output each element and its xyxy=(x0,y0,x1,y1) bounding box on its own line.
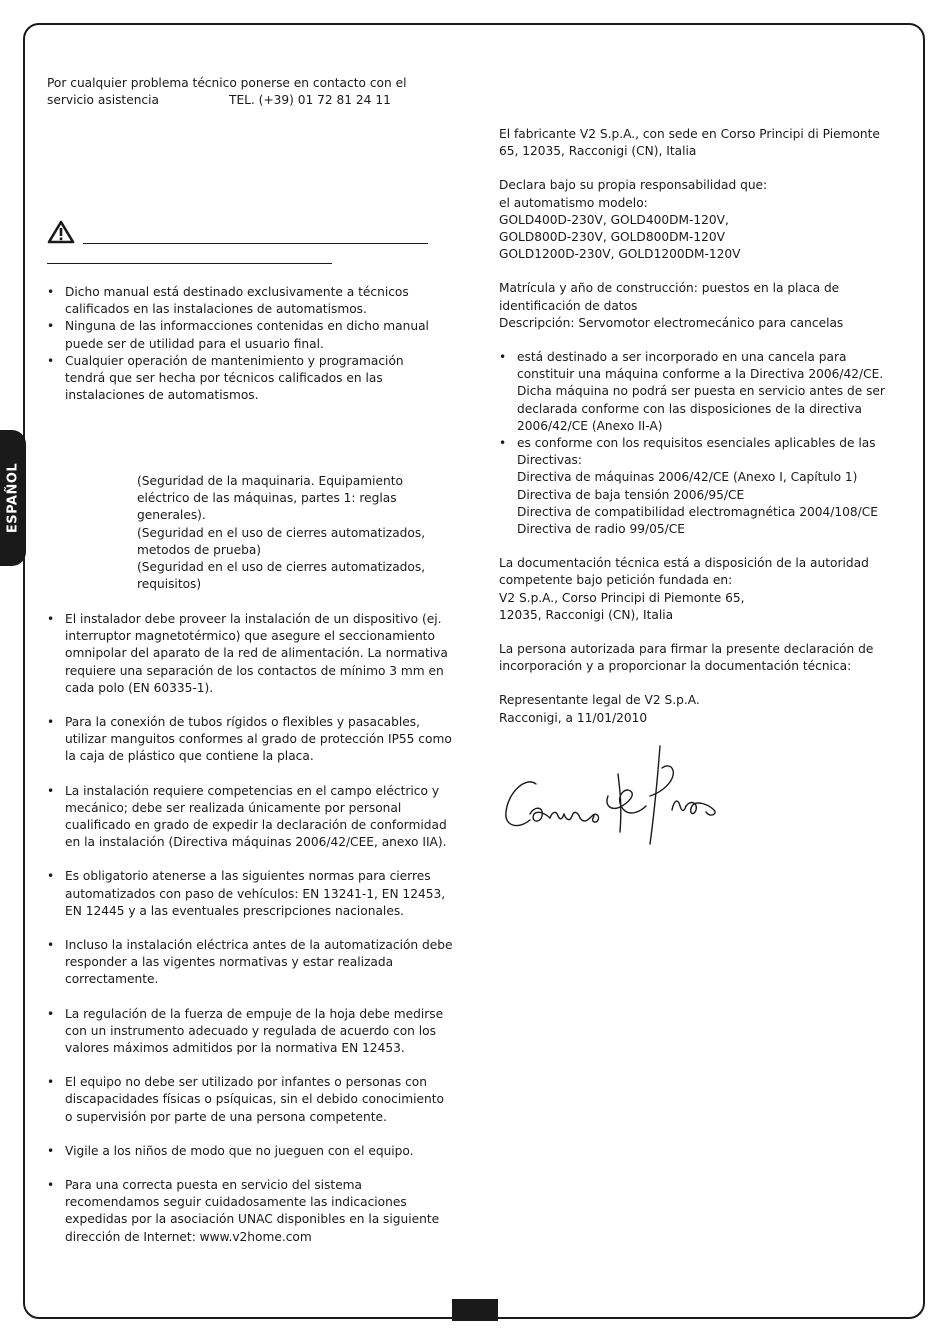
list-item: • Dicho manual está destinado exclusivamente a técnicos calificados en las instalaciones de automatismos. xyxy=(47,284,442,318)
place-date: Racconigi, a 11/01/2010 xyxy=(499,710,648,725)
matricula-text: Matrícula y año de construcción: puestos en la placa de identificación de datos xyxy=(499,281,840,313)
contact-phone: TEL. (+39) 01 72 81 24 11 xyxy=(229,93,391,108)
documentation-text: La documentación técnica está a disposición de la autoridad competente bajo petición fundada en: xyxy=(499,556,869,588)
list-item: • La instalación requiere competencias en el campo eléctrico y mecánico; debe ser realizada únicamente por personal cualificado en grado de expedir la declaración de conformidad en la instalación (Directiva máquinas 2006/42/CEE, anexo IIA). xyxy=(47,783,455,852)
left-column xyxy=(47,75,457,109)
model-line: GOLD1200D-230V, GOLD1200DM-120V xyxy=(499,247,741,262)
language-tab-label: ESPAÑOL xyxy=(5,462,21,534)
heading-rule-2 xyxy=(47,263,332,264)
list-item: • Para una correcta puesta en servicio del sistema recomendamos seguir cuidadosamente las indicaciones expedidas por la asociación UNAC disponibles en la siguiente dirección de Internet: www.v2home.com xyxy=(47,1177,455,1246)
declaration-column xyxy=(499,126,899,727)
page-number-box xyxy=(452,1299,498,1321)
standard-item: (Seguridad en el uso de cierres automatizados, metodos de prueba) xyxy=(137,525,426,557)
list-item: • Cualquier operación de mantenimiento y programación tendrá que ser hecha por técnicos calificados en las instalaciones de automatismos. xyxy=(47,353,442,405)
warning-heading xyxy=(47,220,437,270)
description-text: Descripción: Servomotor electromecánico para cancelas xyxy=(499,315,844,330)
safety-bullets xyxy=(47,611,455,1246)
directive-line: Directiva de baja tensión 2006/95/CE xyxy=(517,487,745,502)
language-tab xyxy=(0,430,26,566)
manufacturer-text: El fabricante V2 S.p.A., con sede en Corso Principi di Piemonte 65, 12035, Racconigi (CN), Italia xyxy=(499,127,880,159)
model-line: GOLD400D-230V, GOLD400DM-120V, xyxy=(499,212,729,227)
signature xyxy=(500,740,725,850)
list-item: • El instalador debe proveer la instalación de un dispositivo (ej. interruptor magnetotérmico) que asegure el seccionamiento omnipolar del aparato de la red de alimentación. La normativa requiere una separación de los contactos de mínimo 3 mm en cada polo (EN 60335-1). xyxy=(47,611,455,697)
address-line-1: V2 S.p.A., Corso Principi di Piemonte 65, xyxy=(499,590,745,605)
contact-line-1: Por cualquier problema técnico ponerse en contacto con el xyxy=(47,76,407,90)
list-item: • está destinado a ser incorporado en una cancela para constituir una máquina conforme a la Directiva 2006/42/CE. Dicha máquina no podrá ser puesta en servicio antes de ser declarada conforme con las disposiciones de la directiva 2006/42/CE (Anexo II-A) xyxy=(499,349,899,435)
address-line-2: 12035, Racconigi (CN), Italia xyxy=(499,607,674,622)
representative-text: Representante legal de V2 S.p.A. xyxy=(499,693,700,708)
list-item: • La regulación de la fuerza de empuje de la hoja debe medirse con un instrumento adecuado y regulada de acuerdo con los valores máximos admitidos por la normativa EN 12453. xyxy=(47,1006,455,1058)
directive-line: Directiva de compatibilidad electromagnética 2004/108/CE xyxy=(517,504,878,519)
directive-line: Directiva de radio 99/05/CE xyxy=(517,522,685,537)
directive-line: Directiva de máquinas 2006/42/CE (Anexo I, Capítulo 1) xyxy=(517,470,858,485)
standard-item: (Seguridad de la maquinaria. Equipamiento eléctrico de las máquinas, partes 1: reglas generales). xyxy=(137,474,403,523)
list-item: • Para la conexión de tubos rígidos o flexibles y pasacables, utilizar manguitos conformes al grado de protección IP55 como la caja de plástico que contiene la placa. xyxy=(47,714,455,766)
contact-service-label: servicio asistencia xyxy=(47,93,159,108)
list-item xyxy=(499,435,899,538)
declares-line-2: el automatismo modelo: xyxy=(499,195,648,210)
heading-rule-1 xyxy=(83,243,428,244)
list-item: • Incluso la instalación eléctrica antes de la automatización debe responder a las vigentes normativas y estar realizada correctamente. xyxy=(47,937,455,989)
list-item: • Es obligatorio atenerse a las siguientes normas para cierres automatizados con paso de vehículos: EN 13241-1, EN 12453, EN 12445 y a las eventuales prescripciones nacionales. xyxy=(47,868,455,920)
directives-intro: es conforme con los requisitos esenciales aplicables de las Directivas: xyxy=(517,436,876,468)
list-item: • El equipo no debe ser utilizado por infantes o personas con discapacidades físicas o psíquicas, sin el debido conocimiento o supervisión por parte de una persona competente. xyxy=(47,1074,455,1126)
standards-list xyxy=(47,473,442,593)
model-line: GOLD800D-230V, GOLD800DM-120V xyxy=(499,230,725,245)
declares-line-1: Declara bajo su propia responsabilidad que: xyxy=(499,178,768,193)
contact-line-2 xyxy=(47,92,457,109)
list-item: • Vigile a los niños de modo que no jueguen con el equipo. xyxy=(47,1143,455,1160)
standard-item: (Seguridad en el uso de cierres automatizados, requisitos) xyxy=(137,560,426,592)
list-item: • Ninguna de las informacciones contenidas en dicho manual puede ser de utilidad para el usuario final. xyxy=(47,318,442,352)
warning-triangle-icon xyxy=(47,220,75,244)
intro-bullets xyxy=(47,284,442,404)
authorized-text: La persona autorizada para firmar la presente declaración de incorporación y a proporcionar la documentación técnica: xyxy=(499,642,874,674)
